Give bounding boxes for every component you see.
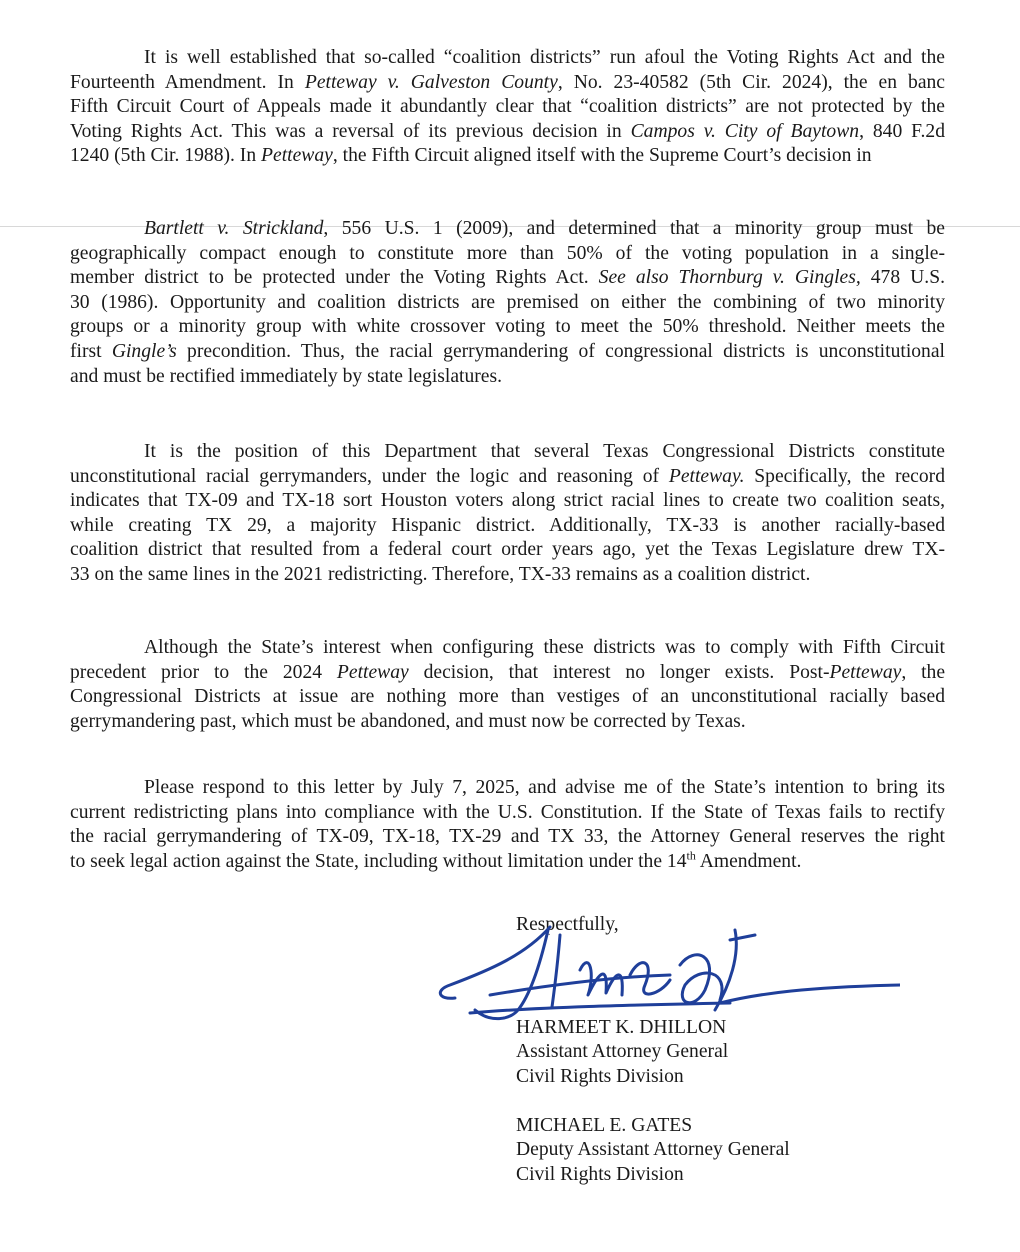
signer2-name: MICHAEL E. GATES <box>516 1115 693 1136</box>
text-line: to seek legal action against the State, including without limitation under the 14th Amendment. <box>70 848 802 872</box>
text-line: gerrymandering past, which must be abandoned, and must now be corrected by Texas. <box>70 710 746 732</box>
closing: Respectfully, <box>516 914 619 935</box>
signer1-name: HARMEET K. DHILLON <box>516 1017 727 1038</box>
signer2-title: Deputy Assistant Attorney General <box>516 1139 790 1160</box>
text-line: indicates that TX-09 and TX-18 sort Houston voters along strict racial lines to create two coalition seats, <box>70 490 945 512</box>
text-line: Congressional Districts at issue are nothing more than vestiges of an unconstitutional racially based <box>70 686 945 708</box>
text-line: Fourteenth Amendment. In Petteway v. Galveston County, No. 23-40582 (5th Cir. 2024), the en banc <box>70 71 946 93</box>
paragraph-2 <box>70 217 945 389</box>
text-line: current redistricting plans into compliance with the U.S. Constitution. If the State of Texas fails to rectify <box>70 801 945 823</box>
text-line: the racial gerrymandering of TX-09, TX-18, TX-29 and TX 33, the Attorney General reserves the right <box>70 826 945 848</box>
text-line: groups or a minority group with white crossover voting to meet the 50% threshold. Neither meets the <box>70 316 945 338</box>
text-line: unconstitutional racial gerrymanders, under the logic and reasoning of Petteway. Specifically, the record <box>70 465 945 487</box>
text-line: and must be rectified immediately by state legislatures. <box>70 365 503 387</box>
paragraph-3 <box>70 440 945 588</box>
text-line: Bartlett v. Strickland, 556 U.S. 1 (2009), and determined that a minority group must be <box>144 218 945 239</box>
paragraph-5 <box>70 776 945 874</box>
text-line: Fifth Circuit Court of Appeals made it abundantly clear that “coalition districts” are not protected by the <box>70 96 945 118</box>
paragraph-4 <box>70 636 945 734</box>
text-line: 1240 (5th Cir. 1988). In Petteway, the Fifth Circuit aligned itself with the Supreme Court’s decision in <box>70 145 872 167</box>
text-line: while creating TX 29, a majority Hispanic district. Additionally, TX-33 is another racially-based <box>70 514 945 536</box>
text-line: first Gingle’s precondition. Thus, the racial gerrymandering of congressional districts is unconstitutional <box>70 340 945 362</box>
text-line: geographically compact enough to constitute more than 50% of the voting population in a single- <box>70 242 945 264</box>
signer1-title: Assistant Attorney General <box>516 1041 729 1062</box>
text-line: Although the State’s interest when configuring these districts was to comply with Fifth Circuit <box>144 637 945 658</box>
text-line: member district to be protected under the Voting Rights Act. See also Thornburg v. Gingles, 478 U.S. <box>70 267 945 289</box>
text-line: It is well established that so-called “coalition districts” run afoul the Voting Rights Act and the <box>144 47 945 68</box>
paragraph-1 <box>70 46 945 169</box>
text-line: 30 (1986). Opportunity and coalition districts are premised on either the combining of two minority <box>70 291 945 313</box>
signer1-division: Civil Rights Division <box>516 1066 684 1087</box>
text-line: coalition district that resulted from a federal court order years ago, yet the Texas Legislature drew TX- <box>70 539 945 561</box>
signer2-division: Civil Rights Division <box>516 1164 684 1185</box>
text-line: 33 on the same lines in the 2021 redistricting. Therefore, TX-33 remains as a coalition district. <box>70 563 811 585</box>
text-line: Voting Rights Act. This was a reversal of its previous decision in Campos v. City of Baytown, 840 F.2d <box>70 120 946 142</box>
text-line: It is the position of this Department that several Texas Congressional Districts constitute <box>144 441 945 462</box>
text-line: Please respond to this letter by July 7, 2025, and advise me of the State’s intention to bring its <box>144 777 945 798</box>
text-line: precedent prior to the 2024 Petteway decision, that interest no longer exists. Post-Petteway, the <box>70 661 946 683</box>
